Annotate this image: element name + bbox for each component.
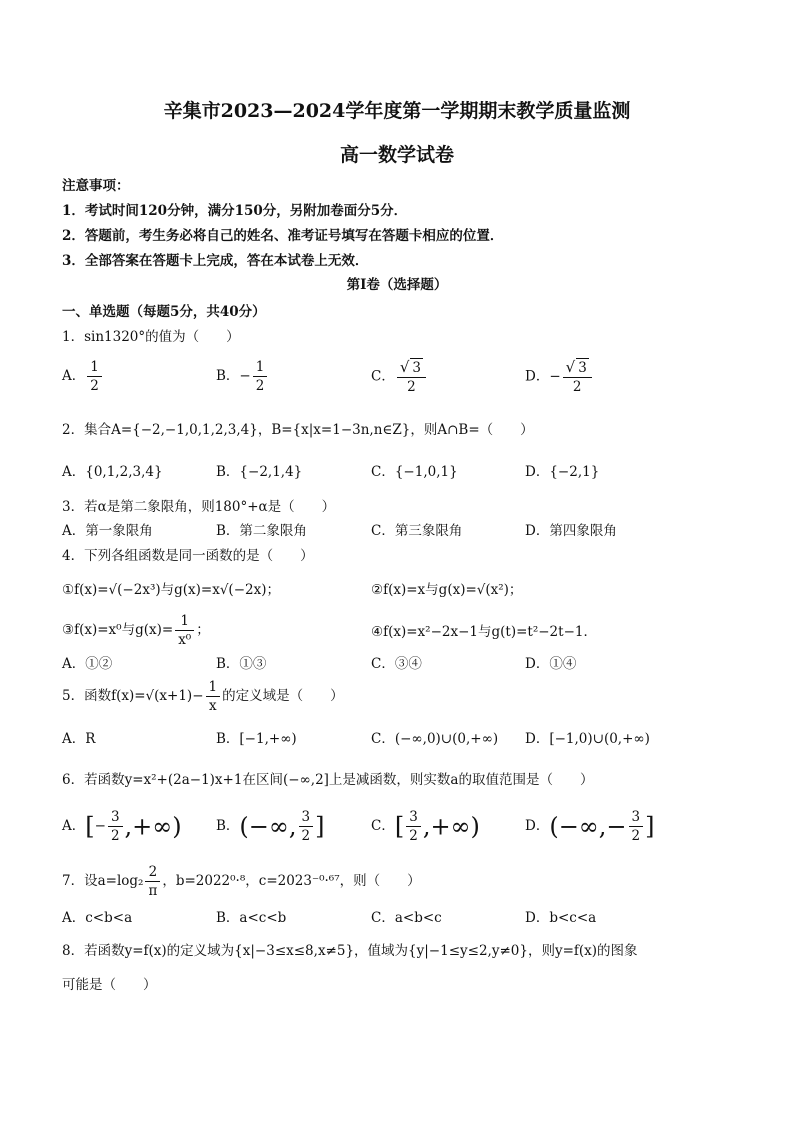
- notice-item-1: 1．考试时间120分钟，满分150分，另附加卷面分5分．: [62, 203, 408, 219]
- question-1-option-c: C． $\frac{√ 3}{2}$: [371, 358, 428, 396]
- question-3-option-d: D．第四象限角: [525, 523, 617, 539]
- question-6-option-d: D．(−∞,− $\frac{3}{2}$ ]: [525, 809, 655, 844]
- notice-item-3: 3．全部答案在答题卡上完成，答在本试卷上无效．: [62, 253, 369, 269]
- question-1-option-d: D．− $\frac{√ 3}{2}$: [525, 358, 594, 396]
- question-3-option-b: B．第二象限角: [216, 523, 307, 539]
- question-8-stem-line-2: 可能是（ ）: [62, 977, 157, 993]
- notice-item-2: 2．答题前，考生务必将自己的姓名、准考证号填写在答题卡相应的位置．: [62, 228, 504, 244]
- question-1-stem: 1．sin1320°的值为（ ）: [62, 329, 240, 345]
- question-6-option-a: A．[− $\frac{3}{2}$ ,+∞): [62, 809, 182, 844]
- notice-heading: 注意事项：: [62, 178, 130, 194]
- question-5-stem: 5．函数f(x)=√(x+1)− $\frac{1}{x}$ 的定义域是（ ）: [62, 679, 344, 714]
- question-5-option-a: A．R: [62, 731, 96, 747]
- question-4-option-c: C．③④: [371, 656, 422, 672]
- question-4-item-3: ③f(x)=x⁰与g(x)= $\frac{1}{\text{x⁰}}$ ；: [62, 613, 210, 648]
- question-8-stem-line-1: 8．若函数y=f(x)的定义域为{x|−3≤x≤8,x≠5}，值域为{y|−1≤y≤2,y≠0}，则y=f(x)的图象: [62, 943, 638, 959]
- question-2-option-d: D．{−2,1}: [525, 464, 600, 480]
- question-4-item-1: ①f(x)=√(−2x³)与g(x)=x√(−2x)；: [62, 582, 280, 598]
- question-3-option-c: C．第三象限角: [371, 523, 463, 539]
- exam-subtitle: 高一数学试卷: [339, 144, 454, 166]
- question-4-stem: 4．下列各组函数是同一函数的是（ ）: [62, 548, 314, 564]
- question-7-option-a: A．c<b<a: [62, 910, 133, 926]
- question-7-option-d: D．b<c<a: [525, 910, 597, 926]
- question-5-option-d: D．[−1,0)∪(0,+∞): [525, 731, 650, 747]
- question-5-option-c: C．(−∞,0)∪(0,+∞): [371, 731, 499, 747]
- question-7-option-b: B．a<c<b: [216, 910, 287, 926]
- question-1-option-b: B．− $\frac{1}{2}$: [216, 358, 269, 395]
- question-4-option-a: A．①②: [62, 656, 113, 672]
- question-4-item-2: ②f(x)=x与g(x)=√(x²)；: [371, 582, 523, 598]
- question-4-item-4: ④f(x)=x²−2x−1与g(t)=t²−2t−1．: [371, 624, 597, 640]
- question-5-option-b: B．[−1,+∞): [216, 731, 297, 747]
- question-7-option-c: C．a<b<c: [371, 910, 442, 926]
- section-title: 一、单选题（每题5分，共40分）: [62, 304, 266, 320]
- question-1-option-a: A． $\frac{1}{2}$: [62, 358, 104, 395]
- exam-title: 辛集市2023—2024学年度第一学期期末教学质量监测: [163, 100, 631, 122]
- question-2-option-c: C．{−1,0,1}: [371, 464, 458, 480]
- question-4-option-d: D．①④: [525, 656, 577, 672]
- question-4-option-b: B．①③: [216, 656, 267, 672]
- question-6-option-c: C．[ $\frac{3}{2}$ ,+∞): [371, 809, 480, 844]
- question-3-option-a: A．第一象限角: [62, 523, 153, 539]
- question-2-option-b: B．{−2,1,4}: [216, 464, 303, 480]
- question-6-stem: 6．若函数y=x²+(2a−1)x+1在区间(−∞,2]上是减函数，则实数a的取值范围是（ ）: [62, 772, 594, 788]
- question-7-stem: 7．设a=log₂ $\frac{2}{\pi}$ ，b=2022⁰·⁸，c=2023⁻⁰·⁶⁷，则（ ）: [62, 864, 421, 899]
- question-6-option-b: B．(−∞, $\frac{3}{2}$ ]: [216, 809, 325, 844]
- question-2-stem: 2．集合A={−2,−1,0,1,2,3,4}，B={x|x=1−3n,n∈Z}，则A∩B=（ ）: [62, 422, 534, 438]
- question-3-stem: 3．若α是第二象限角，则180°+α是（ ）: [62, 499, 336, 515]
- part-title: 第Ⅰ卷（选择题）: [346, 277, 448, 293]
- question-2-option-a: A．{0,1,2,3,4}: [62, 464, 163, 480]
